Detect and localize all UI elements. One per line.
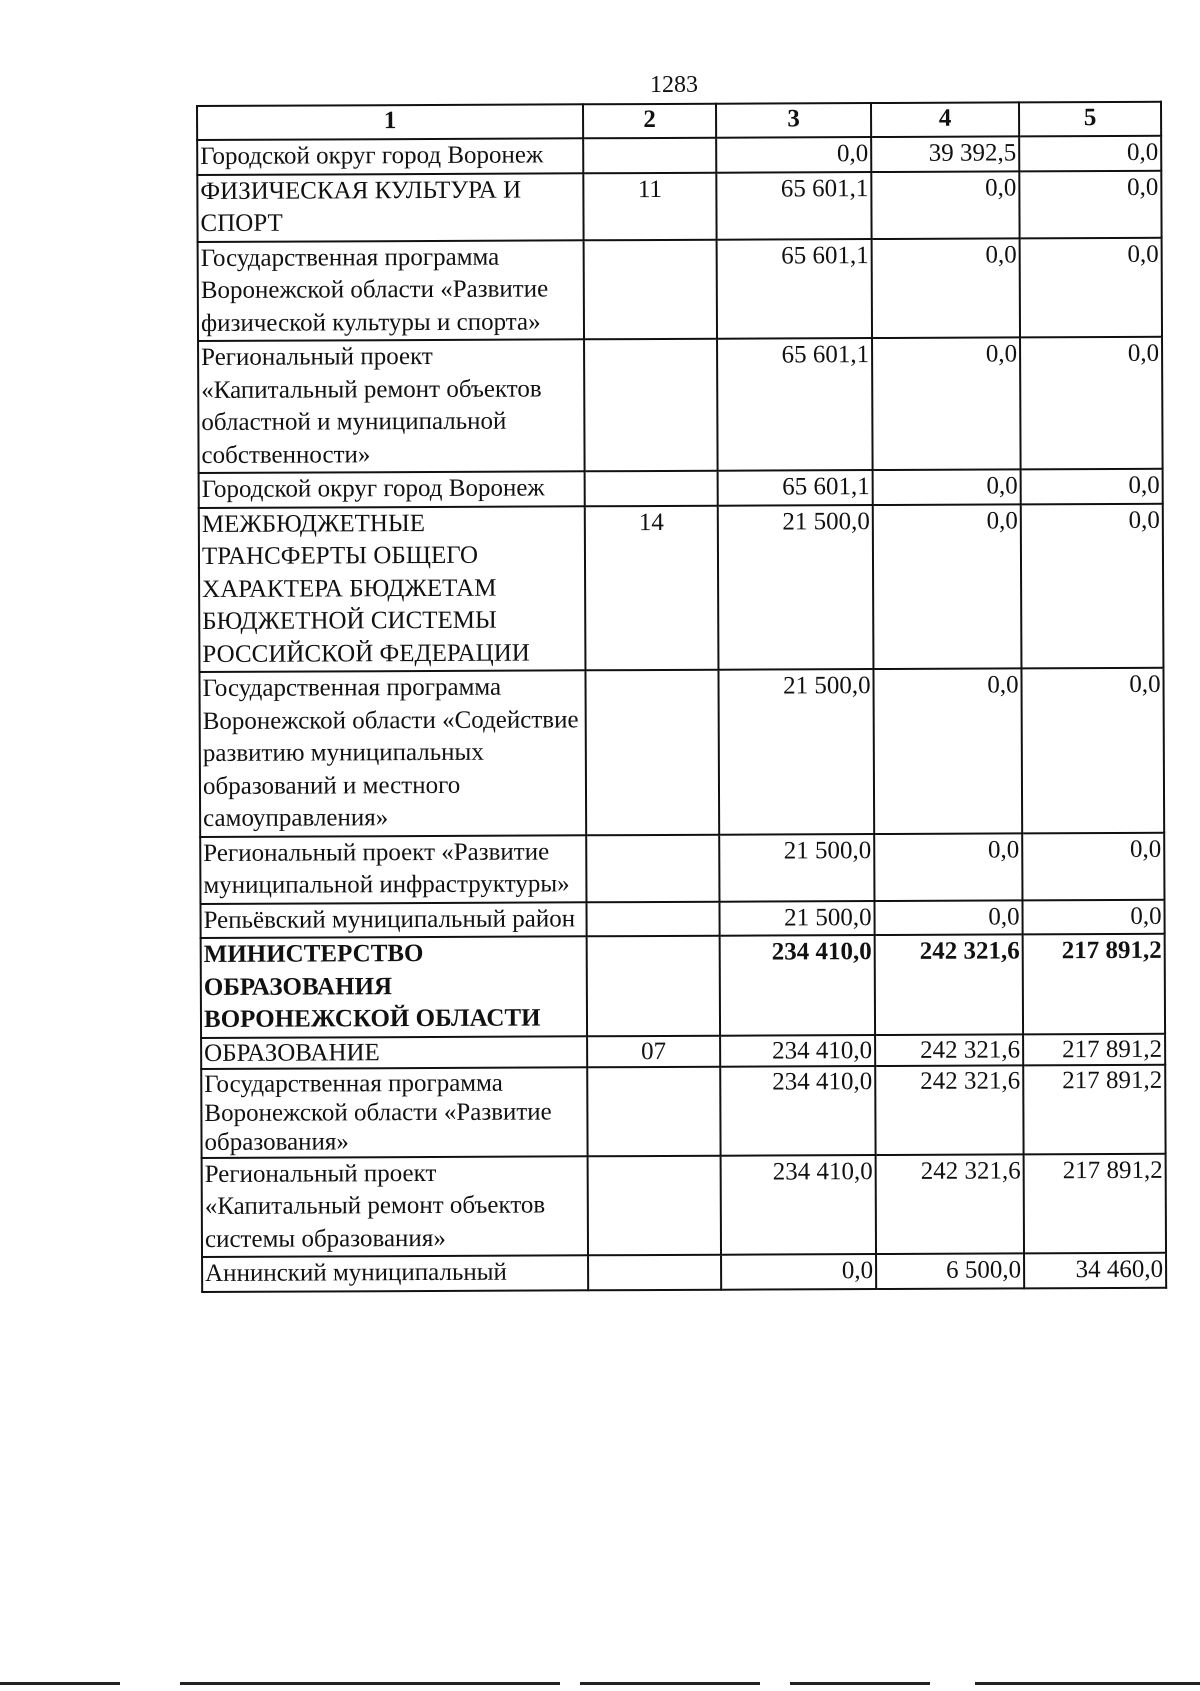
row-value-3: 65 601,1 [717, 338, 873, 471]
table-row [200, 899, 1164, 938]
row-name: ОБРАЗОВАНИЕ [201, 1036, 587, 1069]
row-value-4: 242 321,6 [875, 1065, 1023, 1155]
row-value-5: 34 460,0 [1024, 1253, 1166, 1288]
row-value-3: 21 500,0 [719, 834, 874, 902]
row-value-5: 0,0 [1022, 899, 1164, 934]
column-header-4: 4 [871, 102, 1019, 137]
column-header-3: 3 [716, 103, 871, 138]
row-value-5: 0,0 [1019, 136, 1161, 171]
row-value-4: 242 321,6 [875, 934, 1023, 1034]
row-value-3: 21 500,0 [719, 901, 874, 936]
row-name: Репьёвский муниципальный район [200, 902, 586, 938]
table-row [200, 832, 1164, 903]
row-value-4: 242 321,6 [876, 1154, 1024, 1254]
scan-edge-gap [760, 1681, 790, 1686]
row-value-3: 234 410,0 [720, 1066, 875, 1156]
row-value-5: 0,0 [1022, 832, 1164, 900]
row-code: 11 [583, 172, 716, 240]
table-row [201, 1033, 1165, 1068]
row-code [584, 339, 718, 472]
row-value-3: 234 410,0 [720, 1035, 875, 1067]
row-value-3: 21 500,0 [718, 505, 874, 670]
table-row [199, 503, 1164, 672]
row-value-5: 0,0 [1020, 337, 1163, 470]
table-header-row [197, 102, 1161, 140]
row-value-5: 0,0 [1020, 237, 1162, 337]
table-row [197, 170, 1161, 241]
table-row [198, 237, 1162, 341]
row-value-5: 0,0 [1019, 170, 1161, 238]
row-name: Государственная программа Воронежской области «Развитие физической культуры и спорта» [198, 240, 584, 341]
row-value-4: 0,0 [872, 238, 1020, 338]
row-name: Городской округ город Воронеж [197, 138, 583, 174]
row-code [588, 1155, 721, 1255]
row-name: Региональный проект «Развитие муниципальной инфраструктуры» [200, 835, 586, 904]
row-value-4: 0,0 [873, 668, 1022, 833]
row-value-3: 234 410,0 [720, 935, 875, 1035]
table-row [201, 1064, 1165, 1157]
table-row [202, 1253, 1166, 1292]
row-name: Государственная программа Воронежской области «Содействие развитию муниципальных образований и местного самоуправления» [199, 670, 586, 836]
row-value-4: 0,0 [873, 504, 1022, 669]
row-name: МИНИСТЕРСТВО ОБРАЗОВАНИЯ ВОРОНЕЖСКОЙ ОБЛАСТИ [201, 936, 587, 1037]
table-row-section-total [201, 934, 1165, 1038]
row-value-4: 6 500,0 [876, 1253, 1024, 1288]
table-row [199, 469, 1163, 508]
page-number: 1283 [650, 72, 698, 98]
row-value-5: 0,0 [1021, 469, 1163, 504]
row-value-5: 0,0 [1021, 668, 1164, 833]
row-code [584, 239, 717, 339]
scan-edge-line [0, 1682, 1200, 1685]
table-row [198, 337, 1163, 473]
row-value-5: 0,0 [1021, 503, 1164, 668]
row-code [588, 1255, 721, 1290]
row-name: Аннинский муниципальный [202, 1255, 588, 1291]
row-value-3: 65 601,1 [716, 172, 871, 240]
row-value-5: 217 891,2 [1024, 1153, 1166, 1253]
row-value-4: 0,0 [873, 469, 1021, 504]
row-value-3: 234 410,0 [721, 1155, 876, 1255]
budget-table [196, 101, 1167, 1293]
row-code [585, 670, 719, 835]
row-value-5: 217 891,2 [1023, 934, 1165, 1034]
row-code: 14 [585, 505, 719, 670]
row-value-3: 65 601,1 [717, 239, 872, 339]
row-code [586, 901, 719, 936]
scan-edge-gap [120, 1681, 180, 1686]
row-value-4: 0,0 [874, 833, 1022, 901]
row-code: 07 [587, 1035, 720, 1067]
row-value-4: 0,0 [874, 900, 1022, 935]
row-code [586, 834, 719, 902]
column-header-5: 5 [1019, 102, 1161, 137]
column-header-1: 1 [197, 104, 583, 140]
row-name: МЕЖБЮДЖЕТНЫЕ ТРАНСФЕРТЫ ОБЩЕГО ХАРАКТЕРА БЮДЖЕТАМ БЮДЖЕТНОЙ СИСТЕМЫ РОССИЙСКОЙ ФЕДЕРАЦИИ [199, 506, 586, 672]
row-name: ФИЗИЧЕСКАЯ КУЛЬТУРА И СПОРТ [197, 173, 583, 242]
row-code [585, 471, 718, 506]
row-value-4: 39 392,5 [871, 136, 1019, 171]
row-code [583, 138, 716, 173]
row-value-3: 65 601,1 [718, 470, 873, 505]
scan-edge-gap [930, 1681, 975, 1686]
scan-edge-gap [560, 1681, 580, 1686]
row-name: Региональный проект «Капитальный ремонт объектов системы образования» [202, 1156, 588, 1257]
row-code [587, 1066, 720, 1156]
row-value-4: 242 321,6 [875, 1034, 1023, 1066]
row-value-3: 0,0 [721, 1254, 876, 1289]
row-name: Городской округ город Воронеж [199, 471, 585, 507]
row-value-3: 21 500,0 [718, 669, 874, 834]
table-row [199, 668, 1164, 837]
row-value-4: 0,0 [871, 171, 1019, 239]
row-value-5: 217 891,2 [1023, 1064, 1165, 1154]
table-row [202, 1153, 1166, 1257]
row-code [587, 936, 720, 1036]
column-header-2: 2 [583, 104, 716, 139]
row-value-4: 0,0 [872, 337, 1021, 470]
table-row [197, 136, 1161, 175]
row-name: Государственная программа Воронежской области «Развитие образования» [201, 1067, 587, 1158]
row-value-5: 217 891,2 [1023, 1033, 1165, 1065]
row-value-3: 0,0 [716, 137, 871, 172]
row-name: Региональный проект «Капитальный ремонт объектов областной и муниципальной собственности» [198, 339, 585, 473]
